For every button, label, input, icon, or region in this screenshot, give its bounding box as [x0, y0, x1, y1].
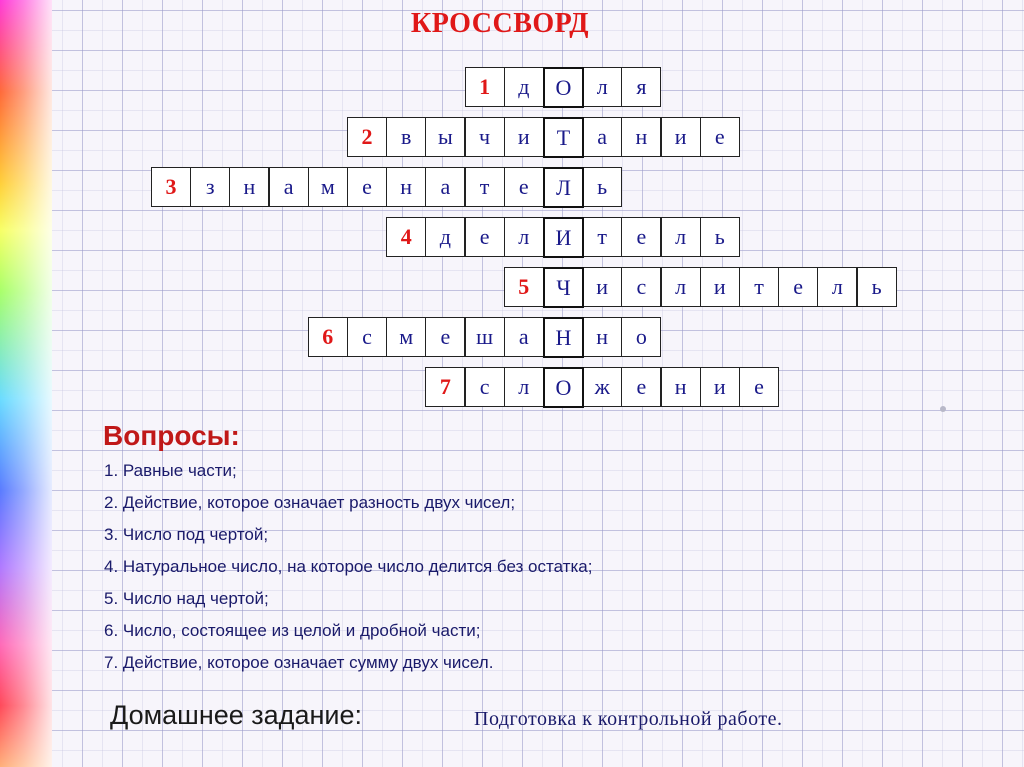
- letter-cell: ч: [465, 117, 505, 157]
- rainbow-side-decoration: [0, 0, 52, 767]
- letter-cell: т: [465, 167, 505, 207]
- keyword-cell: Ч: [543, 267, 584, 308]
- letter-cell: в: [386, 117, 426, 157]
- letter-cell: е: [621, 217, 661, 257]
- clue-number-3: 3: [151, 167, 191, 207]
- question-4: 4. Натуральное число, на которое число делится без остатка;: [104, 557, 593, 576]
- letter-cell: и: [504, 117, 544, 157]
- letter-cell: л: [817, 267, 857, 307]
- letter-cell: з: [190, 167, 230, 207]
- letter-cell: н: [386, 167, 426, 207]
- letter-cell: т: [582, 217, 622, 257]
- clue-number-4: 4: [386, 217, 426, 257]
- letter-cell: е: [465, 217, 505, 257]
- clue-number-5: 5: [504, 267, 544, 307]
- letter-cell: е: [778, 267, 818, 307]
- letter-cell: и: [661, 117, 701, 157]
- letter-cell: ш: [465, 317, 505, 357]
- letter-cell: л: [582, 67, 622, 107]
- letter-cell: н: [229, 167, 269, 207]
- letter-cell: л: [661, 267, 701, 307]
- letter-cell: л: [504, 217, 544, 257]
- homework-label: Домашнее задание:: [110, 700, 362, 730]
- letter-cell: а: [425, 167, 465, 207]
- letter-cell: е: [621, 367, 661, 407]
- keyword-cell: И: [543, 217, 584, 258]
- letter-cell: а: [269, 167, 309, 207]
- question-2: 2. Действие, которое означает разность двух чисел;: [104, 493, 516, 512]
- clue-number-6: 6: [308, 317, 348, 357]
- letter-cell: м: [386, 317, 426, 357]
- letter-cell: м: [308, 167, 348, 207]
- letter-cell: и: [700, 367, 740, 407]
- letter-cell: н: [661, 367, 701, 407]
- question-3: 3. Число под чертой;: [104, 525, 269, 544]
- homework-text: Подготовка к контрольной работе.: [474, 708, 783, 730]
- letter-cell: л: [504, 367, 544, 407]
- letter-cell: е: [739, 367, 779, 407]
- letter-cell: ь: [582, 167, 622, 207]
- letter-cell: д: [425, 217, 465, 257]
- letter-cell: с: [347, 317, 387, 357]
- letter-cell: и: [700, 267, 740, 307]
- letter-cell: н: [582, 317, 622, 357]
- letter-cell: л: [661, 217, 701, 257]
- clue-number-7: 7: [425, 367, 465, 407]
- letter-cell: н: [621, 117, 661, 157]
- letter-cell: ж: [582, 367, 622, 407]
- keyword-cell: Л: [543, 167, 584, 208]
- page-title: КРОССВОРД: [410, 8, 590, 39]
- clue-number-2: 2: [347, 117, 387, 157]
- letter-cell: е: [347, 167, 387, 207]
- letter-cell: е: [425, 317, 465, 357]
- questions-heading: Вопросы:: [103, 420, 240, 451]
- letter-cell: т: [739, 267, 779, 307]
- keyword-cell: Т: [543, 117, 584, 158]
- letter-cell: а: [582, 117, 622, 157]
- question-6: 6. Число, состоящее из целой и дробной части;: [104, 621, 481, 640]
- letter-cell: е: [700, 117, 740, 157]
- letter-cell: ы: [425, 117, 465, 157]
- questions-list: [104, 458, 592, 682]
- letter-cell: д: [504, 67, 544, 107]
- keyword-cell: О: [543, 367, 584, 408]
- decorative-dot: [940, 406, 946, 412]
- letter-cell: и: [582, 267, 622, 307]
- letter-cell: с: [465, 367, 505, 407]
- letter-cell: е: [504, 167, 544, 207]
- question-1: 1. Равные части;: [104, 461, 237, 480]
- question-7: 7. Действие, которое означает сумму двух чисел.: [104, 653, 494, 672]
- letter-cell: а: [504, 317, 544, 357]
- keyword-cell: О: [543, 67, 584, 108]
- clue-number-1: 1: [465, 67, 505, 107]
- letter-cell: ь: [700, 217, 740, 257]
- question-5: 5. Число над чертой;: [104, 589, 269, 608]
- letter-cell: о: [621, 317, 661, 357]
- keyword-cell: Н: [543, 317, 584, 358]
- letter-cell: я: [621, 67, 661, 107]
- letter-cell: с: [621, 267, 661, 307]
- letter-cell: ь: [857, 267, 897, 307]
